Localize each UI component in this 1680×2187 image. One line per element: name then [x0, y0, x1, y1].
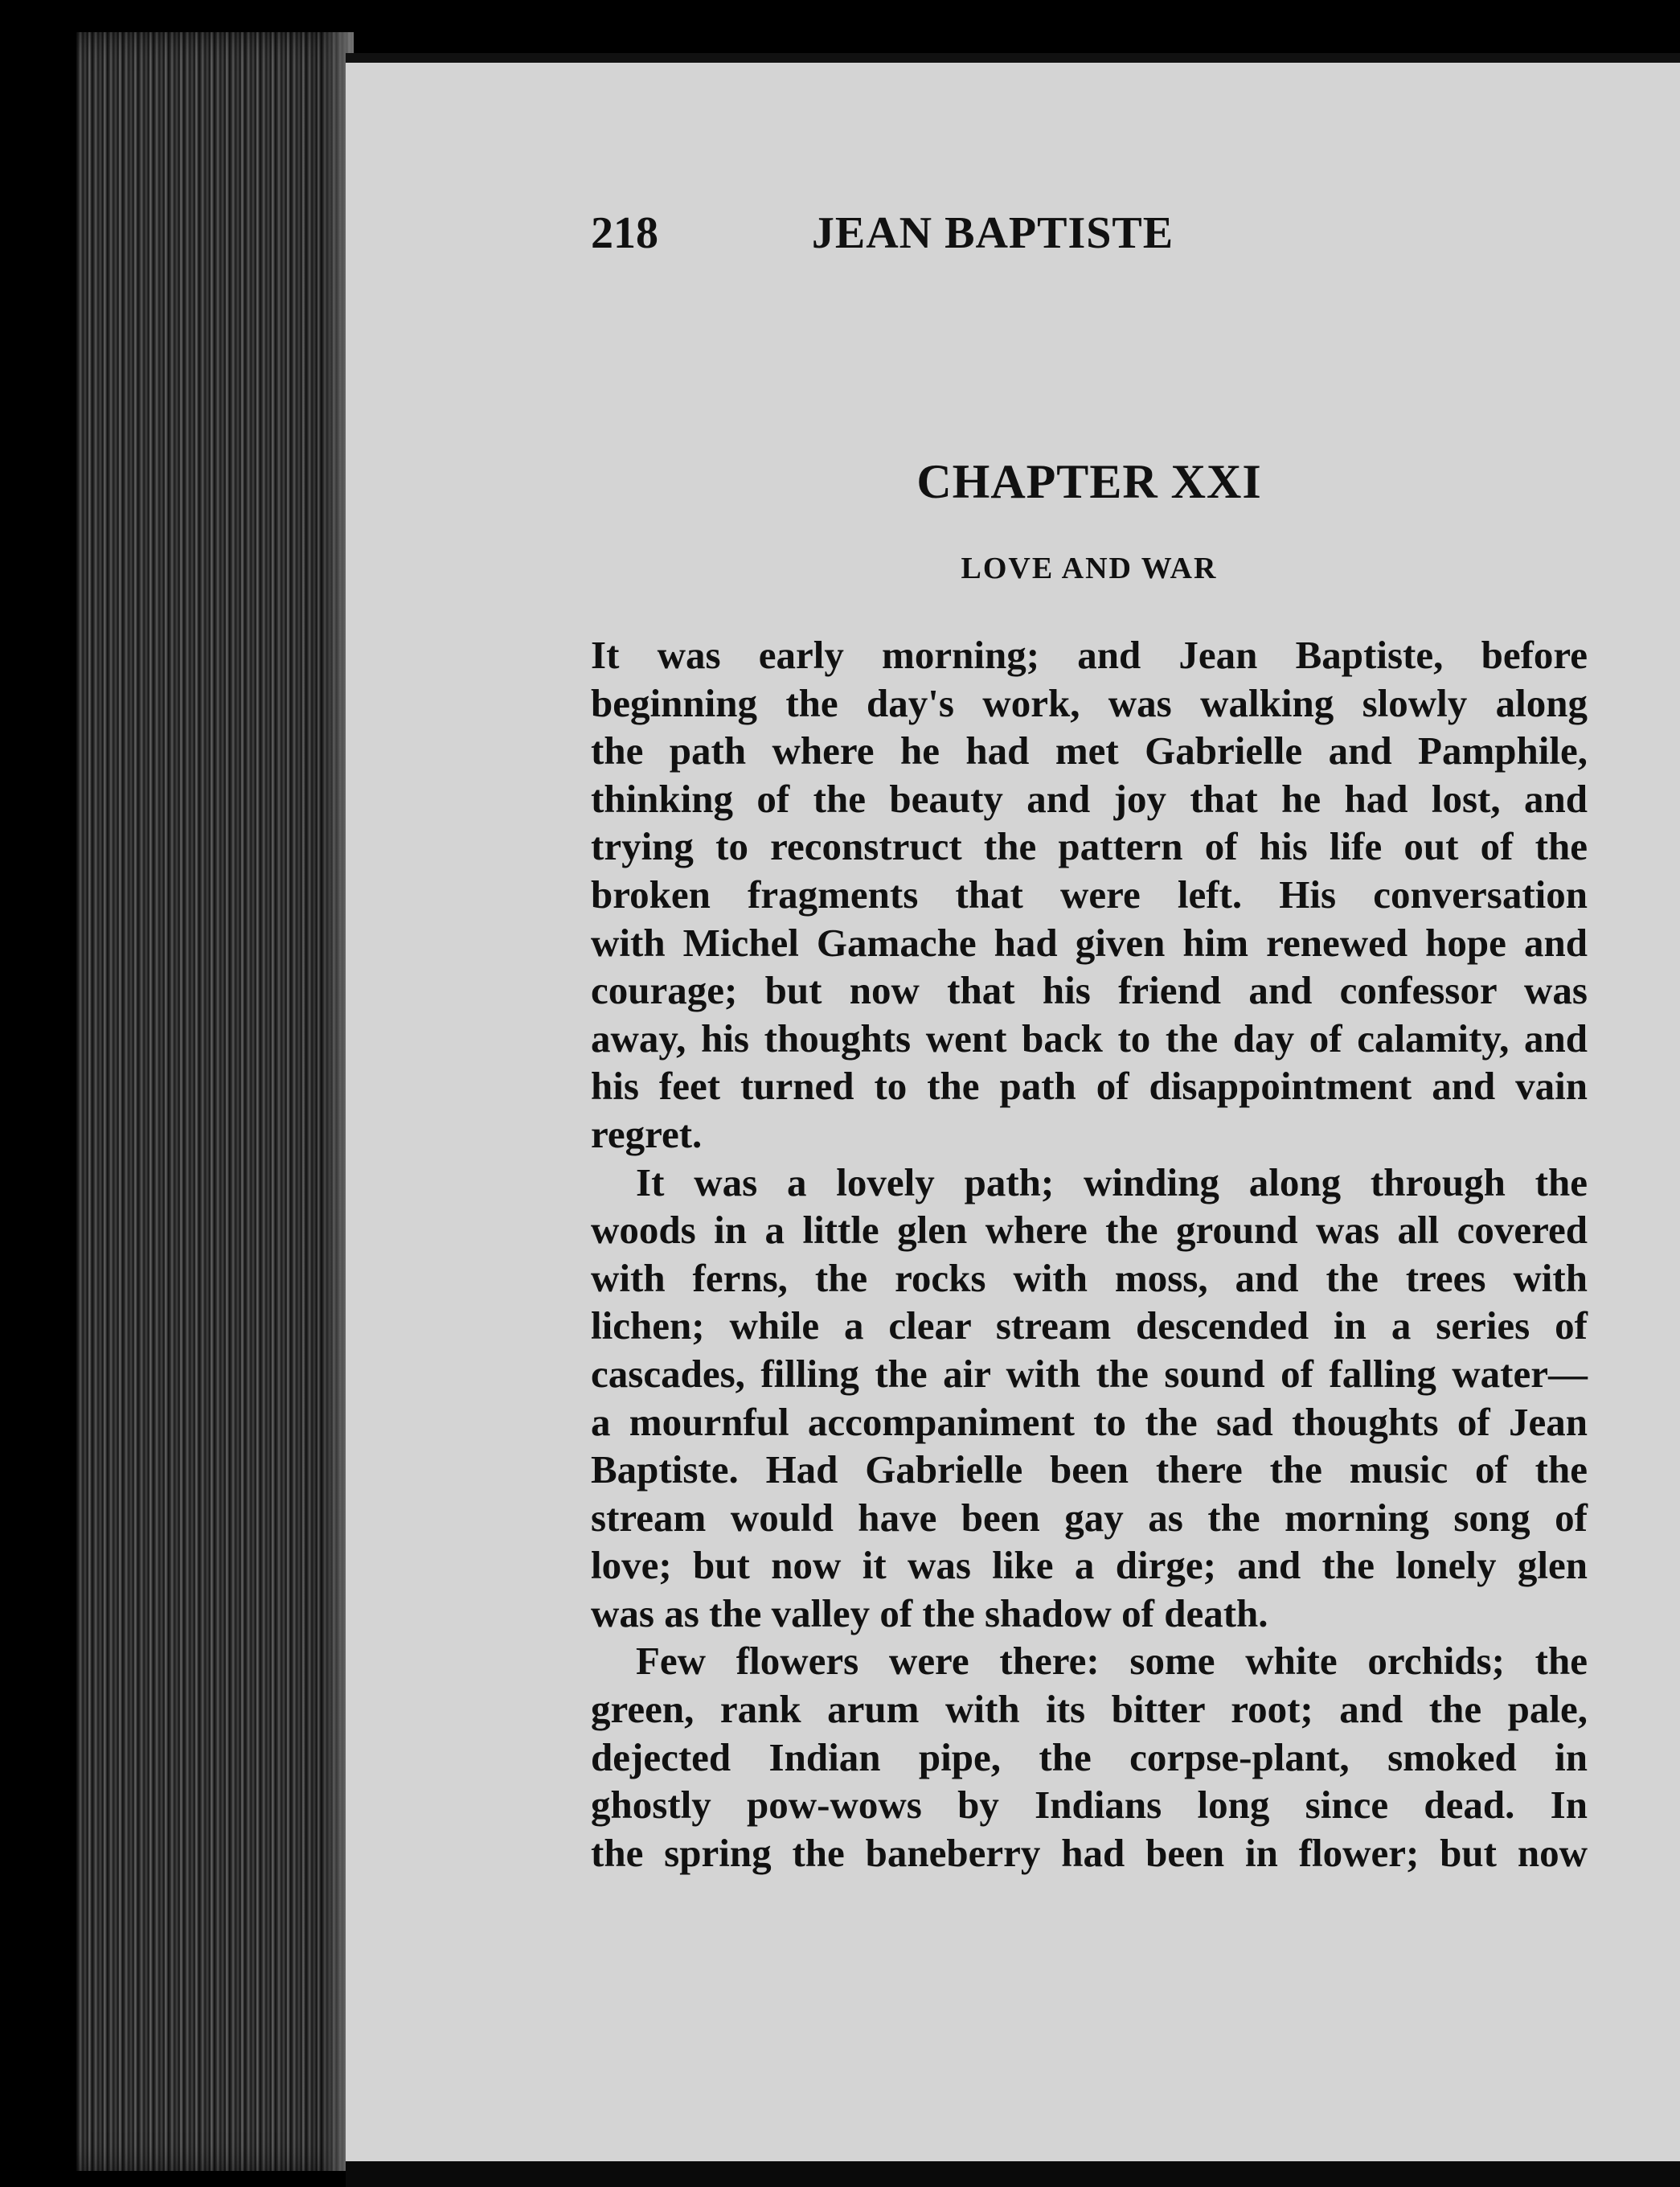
page-bottom-shadow: [346, 2161, 1680, 2187]
chapter-heading: CHAPTER XXI: [916, 455, 1262, 508]
text-line: trying to reconstruct the pattern of his life out of the: [591, 824, 1588, 869]
text-line: the spring the baneberry had been in flower; but now: [591, 1830, 1588, 1875]
text-line: ghostly pow-wows by Indians long since dead. In: [591, 1783, 1588, 1828]
text-line: away, his thoughts went back to the day of calamity, and: [591, 1016, 1588, 1061]
text-line: regret.: [591, 1111, 703, 1156]
text-line: stream would have been gay as the morning song of: [591, 1495, 1588, 1540]
text-line: lichen; while a clear stream descended in a series of: [591, 1303, 1588, 1348]
text-line: Few flowers were there: some white orchids; the: [636, 1639, 1588, 1684]
text-line: beginning the day's work, was walking slowly along: [591, 680, 1588, 725]
text-line: the path where he had met Gabrielle and Pamphile,: [591, 728, 1588, 773]
text-line: Baptiste. Had Gabrielle been there the music of the: [591, 1447, 1588, 1492]
text-line: courage; but now that his friend and confessor was: [591, 968, 1588, 1013]
text-line: a mournful accompaniment to the sad thoughts of Jean: [591, 1399, 1588, 1444]
body-text: [591, 631, 1588, 1877]
text-line: love; but now it was like a dirge; and the lonely glen: [591, 1543, 1588, 1588]
text-line: his feet turned to the path of disappointment and vain: [591, 1064, 1588, 1109]
text-line: with Michel Gamache had given him renewed hope and: [591, 920, 1588, 965]
text-line: It was early morning; and Jean Baptiste, before: [591, 633, 1588, 677]
text-line: cascades, filling the air with the sound of falling water—: [591, 1351, 1588, 1396]
text-line: dejected Indian pipe, the corpse-plant, smoked in: [591, 1734, 1588, 1779]
running-title: JEAN BAPTISTE: [811, 208, 1174, 258]
text-line: broken fragments that were left. His conversation: [591, 872, 1588, 917]
text-line: was as the valley of the shadow of death.: [591, 1590, 1268, 1635]
book-page-edges: [76, 32, 354, 2171]
chapter-subtitle: LOVE AND WAR: [961, 552, 1218, 585]
text-line: thinking of the beauty and joy that he had lost, and: [591, 776, 1588, 821]
running-head: [591, 207, 1588, 272]
text-line: with ferns, the rocks with moss, and the trees with: [591, 1255, 1588, 1300]
page-number: 218: [591, 208, 658, 258]
text-line: green, rank arum with its bitter root; and the pale,: [591, 1687, 1588, 1732]
text-line: It was a lovely path; winding along through the: [636, 1159, 1588, 1204]
text-line: woods in a little glen where the ground was all covered: [591, 1208, 1588, 1253]
